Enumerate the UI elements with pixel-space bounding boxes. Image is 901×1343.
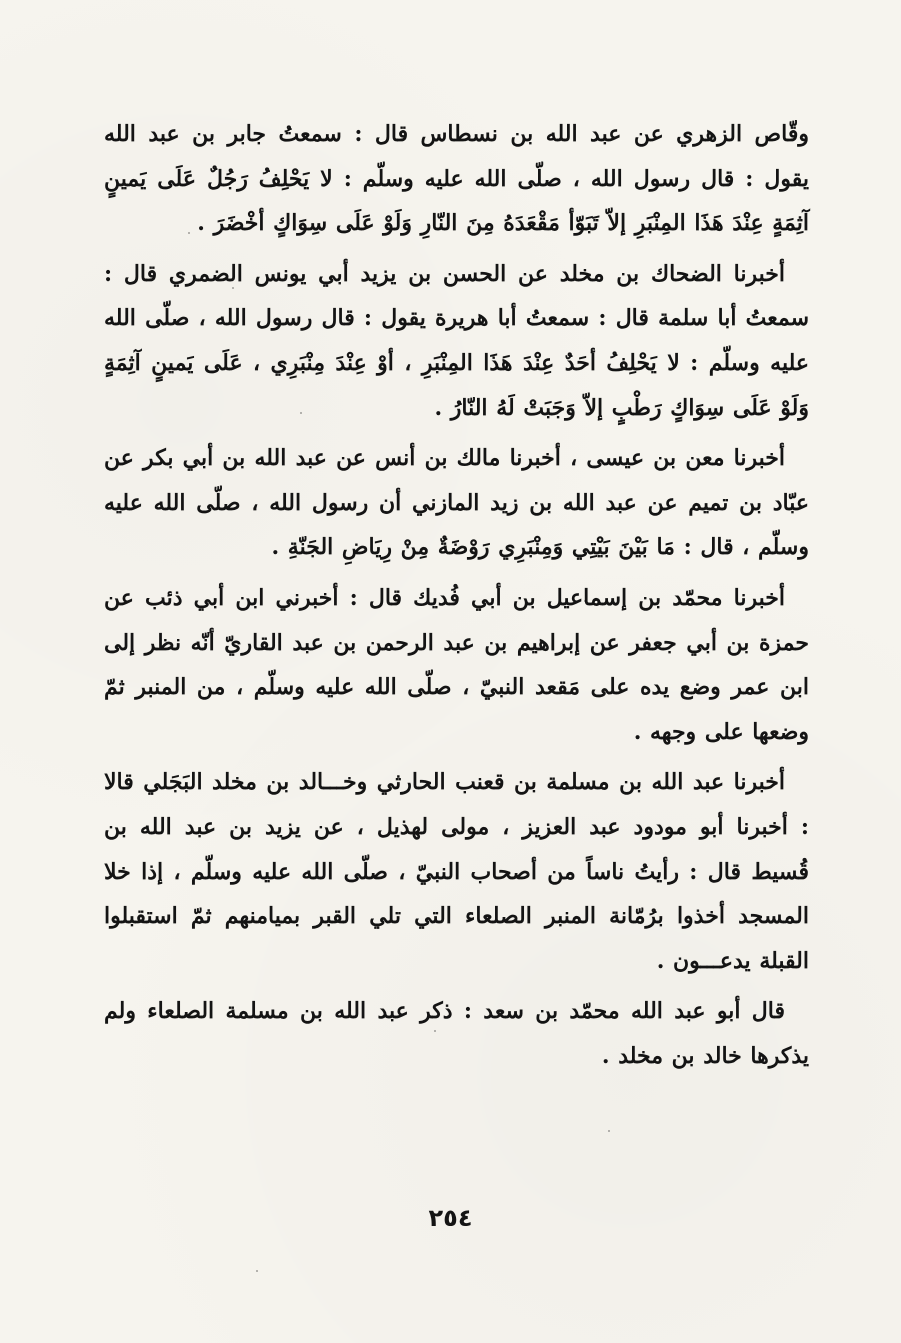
main-text xyxy=(104,112,809,1078)
paragraph-3: أخبرنا معن بن عيسى ، أخبرنا مالك بن أنس عن عبد الله بن أبي بكر عن عبّاد بن تميم عن عبد الله بن زيد المازني أن رسول الله ، صلّى الله عليه وسلّم ، قال : مَا بَيْنَ بَيْتِي وَمِنْبَرِي رَوْضَةٌ مِنْ رِيَاضِ الجَنّةِ . xyxy=(104,445,809,561)
paragraph-6: قال أبو عبد الله محمّد بن سعد : ذكر عبد الله بن مسلمة الصلعاء ولم يذكرها خالد بن مخلد . xyxy=(104,998,809,1069)
paragraph-2: أخبرنا الضحاك بن مخلد عن الحسن بن يزيد أبي يونس الضمري قال : سمعتُ أبا سلمة قال : سمعتُ أبا هريرة يقول : قال رسول الله ، صلّى الله عليه وسلّم : لا يَحْلِفُ أحَدٌ عِنْدَ هَذَا المِنْبَرِ ، أوْ عِنْدَ مِنْبَرِي ، عَلَى يَمينٍ آثِمَةٍ وَلَوْ عَلَى سِوَاكٍ رَطْبٍ إلاّ وَجَبَتْ لَهُ النّارُ . xyxy=(104,260,809,421)
paragraph-1: وقّاص الزهري عن عبد الله بن نسطاس قال : سمعتُ جابر بن عبد الله يقول : قال رسول الله ، صلّى الله عليه وسلّم : لا يَحْلِفُ رَجُلٌ عَلَى يَمينٍ آثِمَةٍ عِنْدَ هَذَا المِنْبَرِ إلاّ تَبَوّأ مَقْعَدَهُ مِنَ النّارِ وَلَوْ عَلَى سِوَاكٍ أخْضَرَ . xyxy=(104,121,809,237)
paragraph-4: أخبرنا محمّد بن إسماعيل بن أبي فُديك قال : أخبرني ابن أبي ذئب عن حمزة بن أبي جعفر عن إبراهيم بن عبد الرحمن بن عبد القاريّ أنّه نظر إلى ابن عمر وضع يده على مَقعد النبيّ ، صلّى الله عليه وسلّم ، من المنبر ثمّ وضعها على وجهه . xyxy=(104,584,809,745)
page-number: ٢٥٤ xyxy=(428,1204,473,1232)
paragraph-5: أخبرنا عبد الله بن مسلمة بن قعنب الحارثي وخـــالد بن مخلد البَجَلي قالا : أخبرنا أبو مودود عبد العزيز ، مولى لهذيل ، عن يزيد بن عبد الله بن قُسيط قال : رأيتُ ناساً من أصحاب النبيّ ، صلّى الله عليه وسلّم ، إذا خلا المسجد أخذوا برُمّانة المنبر الصلعاء التي تلي القبر بميامنهم ثمّ استقبلوا القبلة يدعـــون . xyxy=(104,769,809,974)
